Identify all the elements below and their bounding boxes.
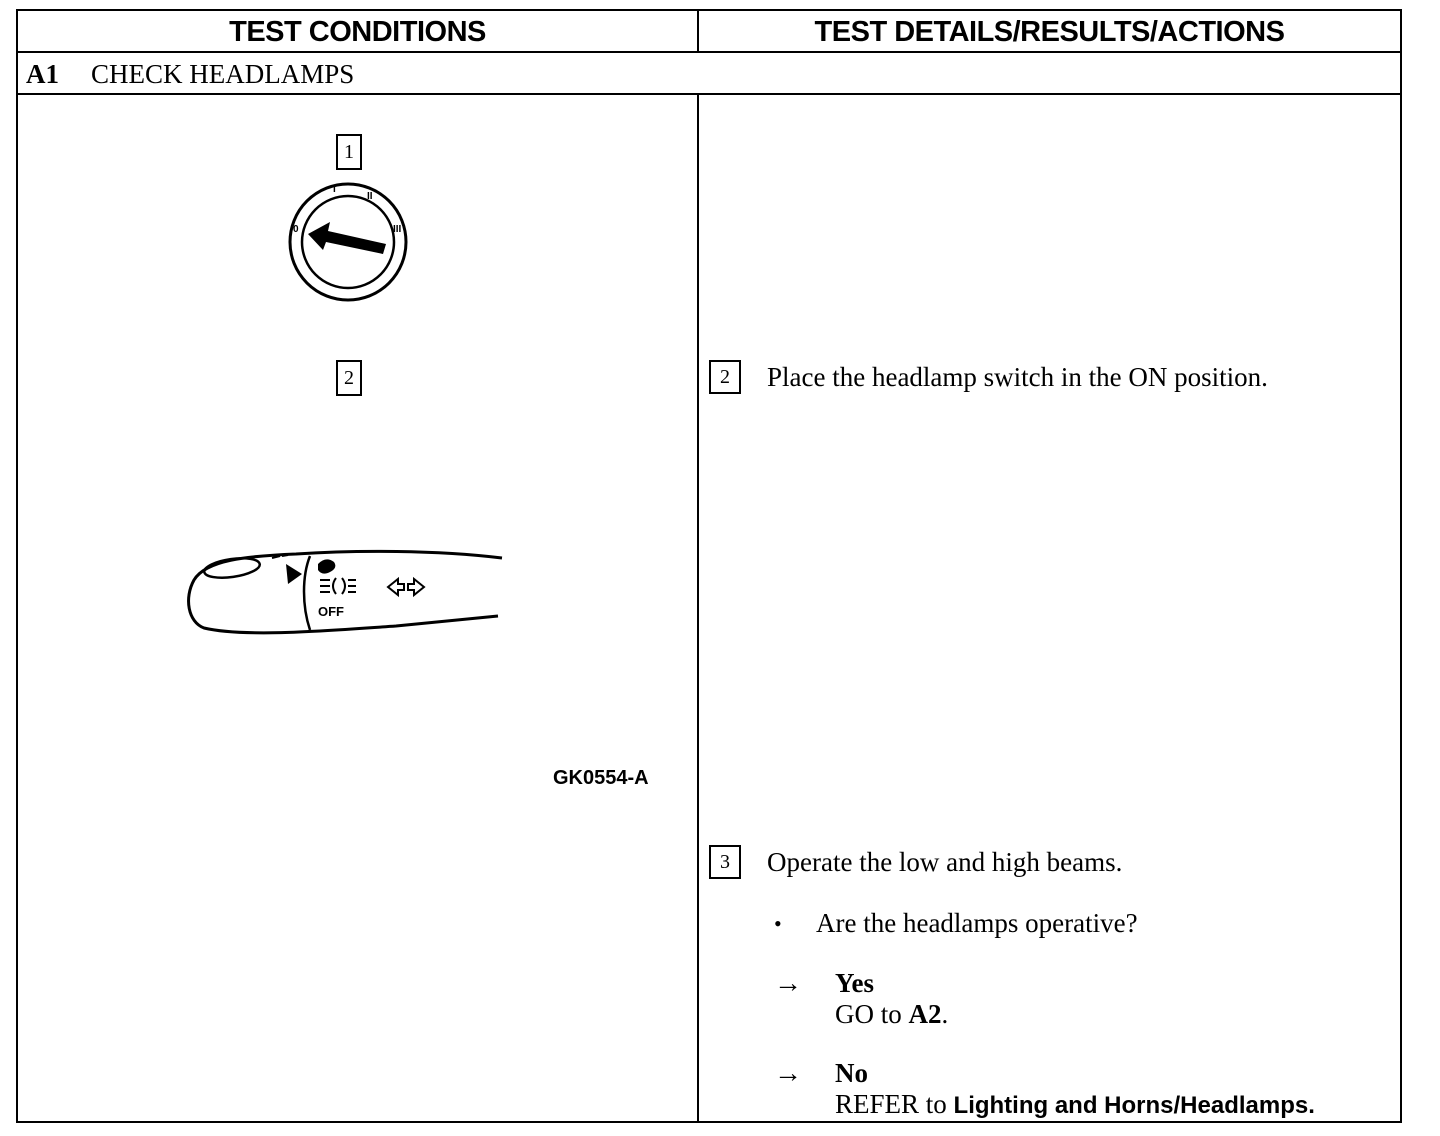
answer-yes-label: Yes xyxy=(835,968,874,998)
answer-no xyxy=(835,1058,1315,1121)
answer-no-label: No xyxy=(835,1058,868,1088)
question-text: Are the headlamps operative? xyxy=(816,908,1138,938)
figure-step-1-box: 1 xyxy=(336,134,362,170)
table-top-border xyxy=(16,9,1402,11)
answer-no-prefix: REFER to xyxy=(835,1089,954,1119)
svg-text:0: 0 xyxy=(293,224,299,235)
section-title xyxy=(26,56,354,92)
step-3-box: 3 xyxy=(709,845,741,879)
answer-no-suffix: . xyxy=(1308,1092,1315,1119)
answer-yes-prefix: GO to xyxy=(835,999,909,1029)
table-right-border xyxy=(1400,9,1402,1123)
figure-step-2-box: 2 xyxy=(336,360,362,396)
step-2-box: 2 xyxy=(709,360,741,394)
ignition-switch-icon xyxy=(280,182,416,306)
section-code: A1 xyxy=(26,59,59,89)
answer-yes xyxy=(835,968,948,1030)
headlamp-stalk-icon xyxy=(186,546,506,638)
right-arrow-icon: → xyxy=(774,1058,802,1089)
header-test-conditions: TEST CONDITIONS xyxy=(229,16,486,48)
bullet-icon: • xyxy=(774,911,782,936)
answer-yes-suffix: . xyxy=(941,999,949,1029)
answer-no-target[interactable]: Lighting and Horns/Headlamps xyxy=(953,1092,1309,1119)
table-bottom-border xyxy=(16,1121,1400,1123)
step-2-text: Place the headlamp switch in the ON position. xyxy=(767,362,1268,392)
section-bottom-border xyxy=(16,93,1402,95)
stalk-off-label: OFF xyxy=(318,604,344,619)
section-name: CHECK HEADLAMPS xyxy=(91,59,355,89)
column-divider-body xyxy=(697,93,699,1123)
svg-text:II: II xyxy=(367,191,373,202)
right-arrow-icon: → xyxy=(774,968,802,999)
svg-text:I: I xyxy=(333,184,336,195)
figure-code: GK0554-A xyxy=(553,767,649,789)
answer-yes-target[interactable]: A2 xyxy=(908,999,942,1029)
table-left-border xyxy=(16,9,18,1123)
step-3-text: Operate the low and high beams. xyxy=(767,847,1123,877)
header-test-details: TEST DETAILS/RESULTS/ACTIONS xyxy=(814,16,1285,48)
svg-text:III: III xyxy=(393,224,402,235)
